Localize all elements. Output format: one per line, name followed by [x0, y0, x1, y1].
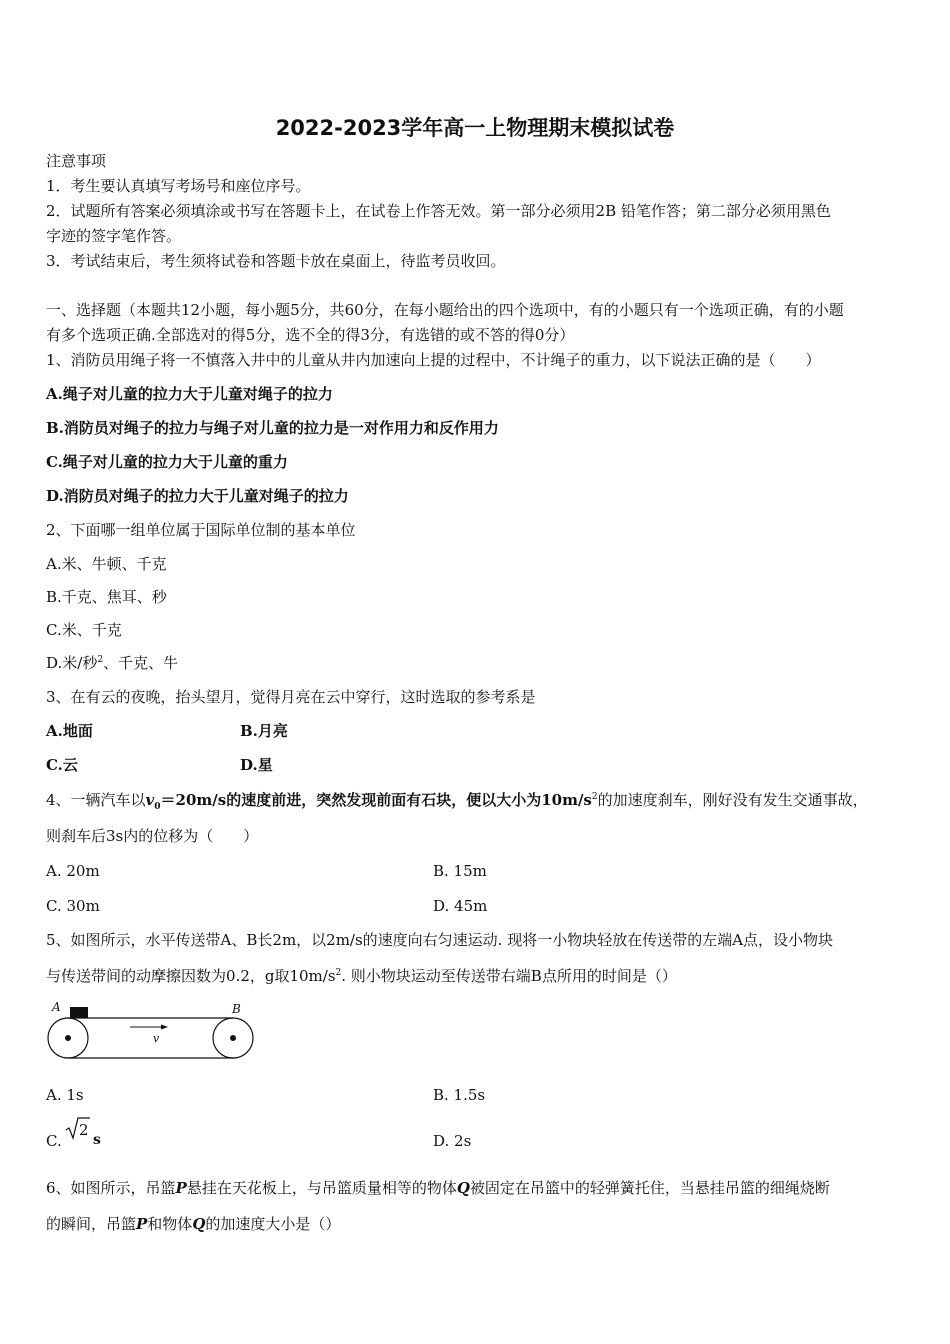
q6-stem-part: 6、如图所示，吊篮: [46, 1179, 176, 1197]
page-title: 2022-2023学年高一上物理期末模拟试卷: [275, 116, 675, 140]
q6-stem-part: 的瞬间，吊篮: [46, 1215, 137, 1233]
question-1-option-b: B.消防员对绳子的拉力与绳子对儿童的拉力是一对作用力和反作用力: [46, 419, 499, 437]
question-4-stem: [46, 790, 868, 810]
arrow-head-icon: [161, 1025, 168, 1030]
q4-stem-part: ＝20m/s的速度前进，突然发现前面有石块，便以大小为10m/s: [160, 791, 592, 809]
q6-symbol-p: P: [136, 1215, 148, 1233]
question-6-stem-line1: [46, 1178, 830, 1198]
question-2-option-d: [46, 653, 178, 673]
q6-stem-part: 和物体: [147, 1215, 193, 1233]
question-4-option-c: C. 30m: [46, 897, 100, 915]
notice-heading: 注意事项: [46, 152, 107, 170]
notice-item: 3．考试结束后，考生须将试卷和答题卡放在桌面上，待监考员收回。: [46, 252, 506, 270]
option-d-text-rest: 、千克、牛: [103, 654, 179, 672]
q4-velocity-subscript: 0: [154, 802, 161, 812]
question-5-option-b: B. 1.5s: [433, 1086, 486, 1104]
question-2-option-b: B.千克、焦耳、秒: [46, 588, 167, 606]
q5-exponent: 2: [335, 968, 342, 978]
q6-symbol-q: Q: [456, 1179, 470, 1197]
left-pulley-axle: [65, 1035, 71, 1041]
question-6-stem-line2: [46, 1214, 340, 1234]
q4-velocity-symbol: v: [145, 791, 155, 809]
question-4-option-a: A. 20m: [46, 862, 100, 880]
question-4-option-b: B. 15m: [433, 862, 487, 880]
notice-item: 字迹的签字笔作答。: [46, 227, 182, 245]
question-3-stem: 3、在有云的夜晚，抬头望月，觉得月亮在云中穿行，这时选取的参考系是: [46, 688, 536, 706]
q6-stem-part: 的加速度大小是（）: [205, 1215, 341, 1233]
q6-stem-part: 悬挂在天花板上，与吊篮质量相等的物体: [186, 1179, 457, 1197]
block-shape: [70, 1007, 88, 1018]
question-2-option-c: C.米、千克: [46, 621, 122, 639]
sqrt-radicand: 2: [79, 1121, 89, 1139]
figure-label-b: B: [232, 1002, 241, 1016]
question-5-option-a: A. 1s: [46, 1086, 84, 1104]
figure-label-a: A: [52, 1000, 61, 1014]
q6-stem-part: 被固定在吊篮中的轻弹簧托住，当悬挂吊篮的细绳烧断: [469, 1179, 830, 1197]
right-pulley-axle: [230, 1035, 236, 1041]
question-1-option-c: C.绳子对儿童的拉力大于儿童的重力: [46, 453, 288, 471]
question-1-stem: 1、消防员用绳子将一不慎落入井中的儿童从井内加速向上提的过程中，不计绳子的重力，以下说法正确的是（ ）: [46, 351, 821, 369]
sqrt-icon: [64, 1114, 104, 1146]
question-1-option-a: A.绳子对儿童的拉力大于儿童对绳子的拉力: [46, 385, 333, 403]
question-5-stem-line2: [46, 966, 677, 986]
question-3-option-a: A.地面: [46, 722, 93, 740]
question-5-option-d: D. 2s: [433, 1132, 472, 1150]
q4-stem-part: 4、一辆汽车以: [46, 791, 146, 809]
section-heading-line: 有多个选项正确.全部选对的得5分，选不全的得3分，有选错的或不答的得0分）: [46, 326, 575, 344]
q5-stem-part: 与传送带间的动摩擦因数为0.2，g取10m/s: [46, 967, 336, 985]
section-heading-line: 一、选择题（本题共12小题，每小题5分，共60分，在每小题给出的四个选项中，有的小题只有一个选项正确，有的小题: [46, 301, 844, 319]
question-5-option-c-label: C.: [46, 1132, 62, 1150]
question-5-stem-line1: 5、如图所示，水平传送带A、B长2m，以2m/s的速度向右匀速运动. 现将一小物块轻放在传送带的左端A点，设小物块: [46, 931, 834, 949]
conveyor-belt-figure: [44, 998, 264, 1064]
question-3-option-d: D.星: [240, 756, 273, 774]
figure-label-v: v: [153, 1032, 160, 1045]
question-1-option-d: D.消防员对绳子的拉力大于儿童对绳子的拉力: [46, 487, 349, 505]
q5-stem-part: . 则小物块运动至传送带右端B点所用的时间是（）: [341, 967, 677, 985]
q4-exponent: 2: [591, 792, 598, 802]
q4-stem-part: 的加速度刹车，刚好没有发生交通事故，: [597, 791, 868, 809]
question-4-option-d: D. 45m: [433, 897, 488, 915]
question-2-option-a: A.米、牛顿、千克: [46, 555, 167, 573]
question-3-option-b: B.月亮: [240, 722, 288, 740]
question-3-option-c: C.云: [46, 756, 78, 774]
question-2-stem: 2、下面哪一组单位属于国际单位制的基本单位: [46, 521, 356, 539]
option-c-unit: s: [93, 1132, 101, 1146]
notice-item: 1．考生要认真填写考场号和座位序号。: [46, 177, 311, 195]
q6-symbol-q: Q: [192, 1215, 206, 1233]
option-d-text: D.米/秒: [46, 654, 98, 672]
q6-symbol-p: P: [175, 1179, 187, 1197]
option-d-exponent: 2: [97, 655, 104, 665]
question-4-stem-line2: 则刹车后3s内的位移为（ ）: [46, 827, 259, 845]
notice-item: 2．试题所有答案必须填涂或书写在答题卡上，在试卷上作答无效。第一部分必须用2B 铅笔作答；第二部分必须用黑色: [46, 202, 831, 220]
